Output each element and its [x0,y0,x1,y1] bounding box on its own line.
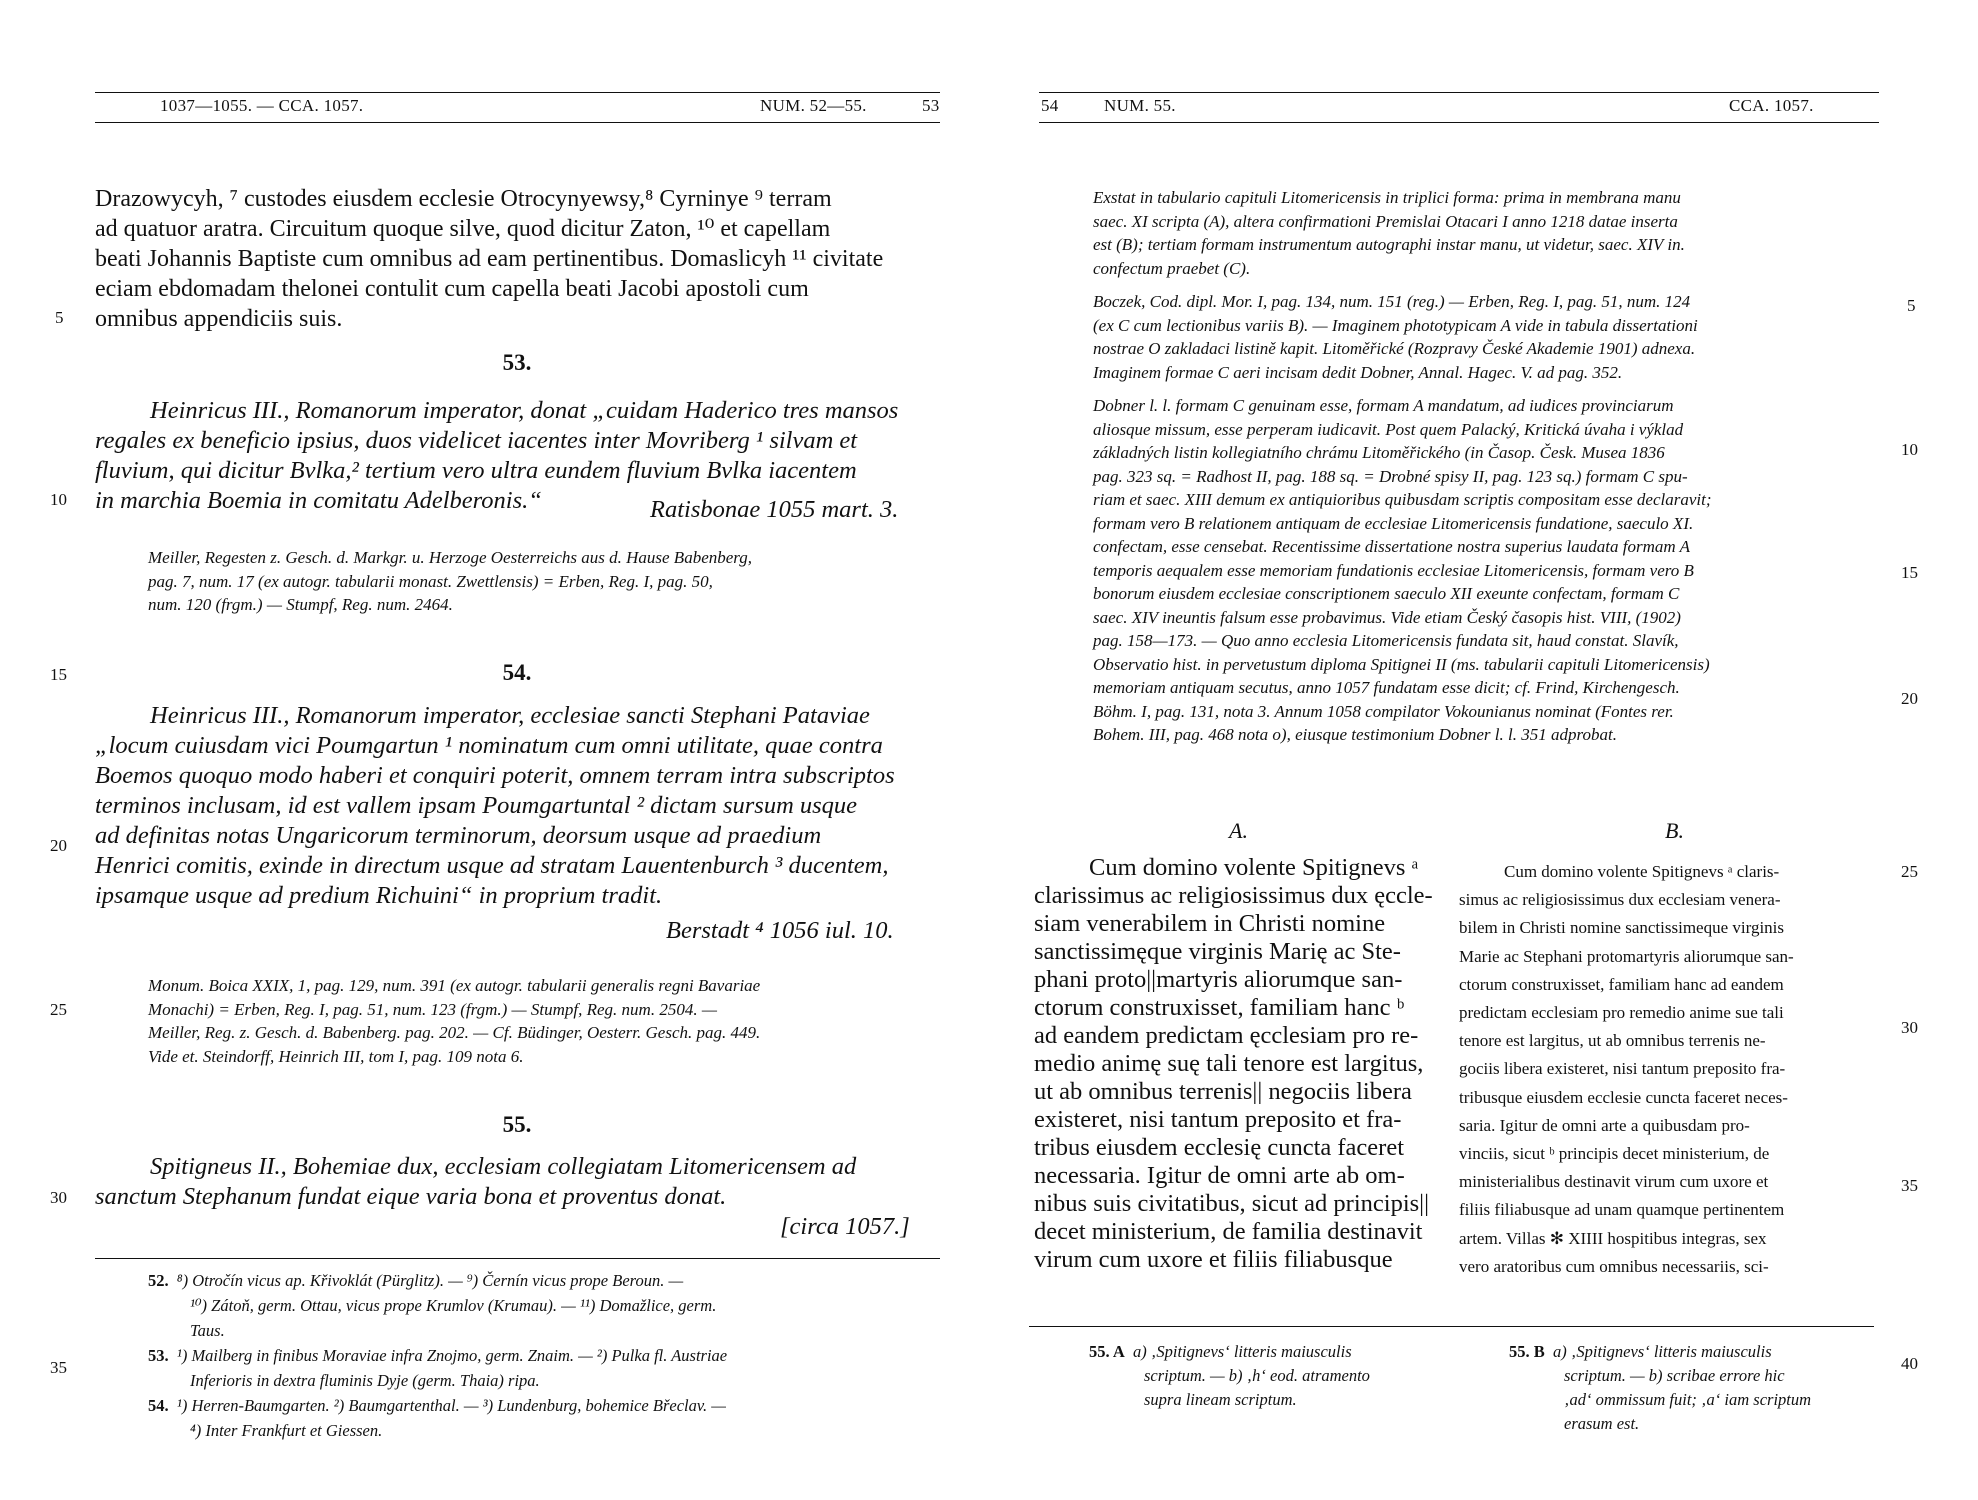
footnote-line: supra lineam scriptum. [1144,1390,1297,1409]
footnote-label: 55. A [1089,1342,1125,1361]
footnote-rule [1029,1326,1874,1327]
page-number: 54 [1041,96,1059,115]
intro-text [95,184,940,334]
note-53 [148,546,940,617]
line-number: 5 [1907,296,1916,315]
header-bottom-rule [1039,122,1879,123]
note-line: Dobner l. l. formam C genuinam esse, formam A mandatum, ad iudices provinciarum [1093,396,1674,415]
note-line: pag. 7, num. 17 (ex autogr. tabularii monast. Zwettlensis) = Erben, Reg. I, pag. 50, [148,571,713,591]
column-a-text [1034,854,1434,1274]
footnote-line: Inferioris in dextra fluminis Dyje (germ. Thaia) ripa. [190,1371,540,1390]
note-line: Böhm. I, pag. 131, nota 3. Annum 1058 compilator Vokounianus nominat (Fontes rer. [1093,701,1674,721]
footnote-line: a) ‚Spitignevs‘ litteris maiusculis [1133,1342,1352,1361]
note-line: Observatio hist. in pervetustum diploma Spitignei II (ms. tabularii capituli Litomericensis) [1093,654,1710,674]
footnote-rule [95,1258,940,1259]
footnote-label: 55. B [1509,1342,1545,1361]
footnote-a [1089,1340,1439,1412]
note-line: Bohem. III, pag. 468 nota o), eiusque testimonium Dobner l. l. 351 adprobat. [1093,725,1617,744]
text-line: gociis libera existeret, nisi tantum preposito fra- [1459,1059,1786,1079]
footnotes [148,1268,948,1443]
footnote-b [1509,1340,1879,1436]
column-a-heading: A. [1229,818,1248,843]
text-line: Heinricus III., Romanorum imperator, donat „cuidam Haderico tres mansos [150,397,899,424]
text-line: Spitigneus II., Bohemiae dux, ecclesiam collegiatam Litomericensem ad [150,1153,857,1180]
note-line: Meiller, Reg. z. Gesch. d. Babenberg. pag. 202. — Cf. Büdinger, Oesterr. Gesch. pag. 449. [148,1023,761,1042]
line-number: 20 [50,836,67,855]
text-line: clarissimus ac religiosissimus dux ęccle- [1034,882,1433,909]
note-line: est (B); tertiam formam instrumentum autographi instar manu, ut videtur, saec. XIV in. [1093,235,1685,254]
text-line: tribusque eiusdem ecclesie cuncta faceret neces- [1459,1087,1788,1107]
line-number: 35 [1901,1176,1918,1195]
text-line: virum cum uxore et filiis filiabusque [1034,1246,1393,1273]
text-line: Boemos quoquo modo haberi et conquiri poterit, omnem terram intra subscriptos [95,762,895,789]
text-line: beati Johannis Baptiste cum omnibus ad eam pertinentibus. Domaslicyh ¹¹ civitate [95,246,884,272]
footnote-block-52 [148,1268,948,1343]
dating-54: Berstadt ⁴ 1056 iul. 10. [666,917,894,944]
note-line: pag. 158—173. — Quo anno ecclesia Litomericensis fundata sit, haud constat. Slavík, [1093,631,1679,650]
note-line: Imaginem formae C aeri incisam dedit Dobner, Annal. Hagec. V. ad pag. 352. [1093,362,1623,382]
regest-54 [95,701,940,911]
note-line: confectum praebet (C). [1093,258,1251,278]
text-line: filiis filiabusque ad unam quamque pertinentem [1459,1200,1785,1220]
text-line: Cum domino volente Spitignevs ᵃ claris- [1504,862,1780,881]
text-line: ad definitas notas Ungaricorum terminorum, deorsum usque ad praedium [95,822,822,849]
text-line: omnibus appendiciis suis. [95,306,343,332]
header-top-rule [1039,92,1879,93]
text-line: tribus eiusdem ecclesię cuncta faceret [1034,1134,1405,1161]
running-header-right: CCA. 1057. [1729,96,1814,115]
note-line: Vide et. Steindorff, Heinrich III, tom I, pag. 109 nota 6. [148,1046,524,1066]
note-line: Meiller, Regesten z. Gesch. d. Markgr. u. Herzoge Oesterreichs aus d. Hause Babenberg, [148,548,753,567]
note-line: num. 120 (frgm.) — Stumpf, Reg. num. 2464. [148,595,453,614]
line-number: 10 [50,490,67,509]
text-line: fluvium, qui dicitur Bvlka,² tertium vero ultra eundem fluvium Bvlka iacentem [95,457,857,484]
text-line: phani proto||martyris aliorumque san- [1034,966,1403,993]
text-line: Marie ac Stephani protomartyris aliorumque san- [1459,946,1794,966]
note-54 [148,974,940,1068]
section-number-54: 54. [502,660,532,685]
text-line: terminos inclusam, id est vallem ipsam Poumgartuntal ² dictam sursum usque [95,792,858,819]
line-number: 20 [1901,689,1918,708]
footnote-line: erasum est. [1564,1414,1640,1433]
section-number-53: 53. [502,350,532,375]
footnote-line: ⁴) Inter Frankfurt et Giessen. [190,1421,383,1440]
note-line: Exstat in tabulario capituli Litomericensis in triplici forma: prima in membrana manu [1093,188,1681,207]
text-line: decet ministerium, de familia destinavit [1034,1218,1423,1245]
note-line: memoriam antiquam secutus, anno 1057 fundatam esse dicit; cf. Frind, Kirchengesch. [1093,678,1680,697]
running-header-num: NUM. 55. [1104,96,1176,115]
text-line: vero aratoribus cum omnibus necessariis, sci- [1459,1256,1769,1276]
footnote-line: scriptum. — b) ‚h‘ eod. atramento [1144,1366,1370,1385]
note-line: Monum. Boica XXIX, 1, pag. 129, num. 391 (ex autogr. tabularii generalis regni Bavariae [148,976,761,995]
text-line: artem. Villas ✻ XIIII hospitibus integras, sex [1459,1228,1767,1248]
text-line: Heinricus III., Romanorum imperator, ecclesiae sancti Stephani Pataviae [150,702,870,729]
text-line: ctorum construxisset, familiam hanc ad eandem [1459,974,1784,994]
running-header-num: NUM. 52—55. [760,96,867,115]
text-line: sanctum Stephanum fundat eique varia bona et proventus donat. [95,1183,727,1210]
line-number: 30 [50,1188,67,1207]
line-number: 5 [55,308,64,327]
line-number: 30 [1901,1018,1918,1037]
line-number: 25 [50,1000,67,1019]
header-bottom-rule [95,122,940,123]
text-line: sanctissimęque virginis Marię ac Ste- [1034,938,1401,965]
line-number: 10 [1901,440,1918,459]
note-line: bonorum eiusdem ecclesiae conscriptionem saeculo XII exeunte confectam, formam C [1093,584,1680,603]
text-line: „locum cuiusdam vici Poumgartun ¹ nominatum cum omni utilitate, quae contra [95,732,883,759]
footnote-line: ¹⁰) Zátoň, germ. Ottau, vicus prope Krumlov (Krumau). — ¹¹) Domažlice, germ. [190,1296,717,1315]
text-line: Drazowycyh, ⁷ custodes eiusdem ecclesie Otrocynyewsy,⁸ Cyrninye ⁹ terram [95,186,832,212]
text-line: Cum domino volente Spitignevs ᵃ [1089,854,1419,881]
text-line: existeret, nisi tantum preposito et fra- [1034,1106,1402,1133]
footnote-label: 53. [148,1346,169,1365]
footnote-line: ¹) Mailberg in finibus Moraviae infra Znojmo, germ. Znaim. — ²) Pulka fl. Austriae [176,1346,728,1365]
text-line: in marchia Boemia in comitatu Adelberonis.“ [95,487,542,514]
line-number: 25 [1901,862,1918,881]
note-line: riam et saec. XIII demum ex antiquioribus quibusdam scriptis compositam esse declaravit; [1093,490,1712,509]
text-line: eciam ebdomadam thelonei contulit cum capella beati Jacobi apostoli cum [95,276,809,302]
note-line: confectam, esse censebat. Recentissime dissertatione nostra superius laudata formam A [1093,537,1690,556]
running-header-left: 1037—1055. — CCA. 1057. [160,96,364,115]
text-line: vinciis, sicut ᵇ principis decet ministerium, de [1459,1144,1770,1164]
note-line: formam vero B relationem antiquam de ecclesiae Litomericensis fundatione, saeculo XI. [1093,513,1694,533]
footnote-line: a) ‚Spitignevs‘ litteris maiusculis [1553,1342,1772,1361]
note-line: nostrae O zakladaci listině kapit. Litoměřické (Rozpravy České Akademie 1901) adnexa. [1093,339,1696,358]
text-line: necessaria. Igitur de omni arte ab om- [1034,1162,1405,1189]
note-line: (ex C cum lectionibus variis B). — Imaginem phototypicam A vide in tabula dissertationi [1093,315,1698,335]
footnote-line: ⁸) Otročín vicus ap. Křivoklát (Pürglitz). — ⁹) Černín vicus prope Beroun. — [176,1271,684,1290]
header-top-rule [95,92,940,93]
text-line: tenore est largitus, ut ab omnibus terrenis ne- [1459,1031,1766,1051]
footnote-line: scriptum. — b) scribae errore hic [1564,1366,1785,1385]
text-line: ad quatuor aratra. Circuitum quoque silve, quod dicitur Zaton, ¹⁰ et capellam [95,216,831,242]
text-line: ipsamque usque ad predium Richuini“ in proprium tradit. [95,882,663,909]
text-line: medio animę suę tali tenore est largitus, [1034,1050,1424,1077]
column-b-heading: B. [1665,818,1684,843]
footnote-block-54 [148,1393,948,1443]
page-number: 53 [922,96,940,115]
footnote-label: 54. [148,1396,169,1415]
note-line: saec. XIV ineuntis falsum esse probavimus. Vide etiam Český časopis hist. VIII, (1902) [1093,607,1681,627]
line-number: 35 [50,1358,67,1377]
line-number: 15 [1901,563,1918,582]
footnote-block-53 [148,1343,948,1393]
text-line: siam venerabilem in Christi nomine [1034,910,1386,937]
text-line: ad eandem predictam ęcclesiam pro re- [1034,1022,1419,1049]
text-line: ministerialibus destinavit virum cum uxore et [1459,1172,1769,1192]
text-line: saria. Igitur de omni arte a quibusdam pro- [1459,1115,1750,1135]
column-b-text [1459,858,1869,1281]
note-line: Boczek, Cod. dipl. Mor. I, pag. 134, num. 151 (reg.) — Erben, Reg. I, pag. 51, num. 124 [1093,292,1691,311]
regest-55 [95,1152,940,1212]
line-number: 15 [50,665,67,684]
text-line: nibus suis civitatibus, sicut ad principis|| [1034,1190,1429,1217]
note-line: Monachi) = Erben, Reg. I, pag. 51, num. 123 (frgm.) — Stumpf, Reg. num. 2504. — [148,999,717,1019]
text-line: bilem in Christi nomine sanctissimeque virginis [1459,918,1785,938]
note-line: aliosque missum, esse perperam iudicavit. Post quem Palacký, Kritická úvaha i výklad [1093,419,1684,439]
line-number: 40 [1901,1354,1918,1373]
note-line: temporis aequalem esse memoriam fundationis ecclesiae Litomericensis, formam vero B [1093,560,1694,580]
note-line: základných listin kollegiatního chrámu Litoměřického (in Časop. Česk. Musea 1836 [1093,443,1665,462]
footnote-line: ‚ad‘ ommissum fuit; ‚a‘ iam scriptum [1564,1390,1812,1409]
text-line: ctorum construxisset, familiam hanc ᵇ [1034,994,1405,1021]
footnote-line: Taus. [190,1321,225,1340]
text-line: simus ac religiosissimus dux ecclesiam venera- [1459,890,1781,910]
edition-note [1093,186,1879,747]
dating-53: Ratisbonae 1055 mart. 3. [650,496,899,523]
dating-55: [circa 1057.] [780,1213,910,1240]
note-line: pag. 323 sq. = Radhost II, pag. 188 sq. = Drobné spisy II, pag. 123 sq.) formam C spu- [1093,466,1688,486]
note-line: saec. XI scripta (A), altera confirmationi Premislai Otacari I anno 1218 datae inserta [1093,211,1678,231]
text-line: predictam ecclesiam pro remedio anime sue tali [1459,1003,1784,1023]
footnote-line: ¹) Herren-Baumgarten. ²) Baumgartenthal. — ³) Lundenburg, bohemice Břeclav. — [176,1396,726,1415]
text-line: regales ex beneficio ipsius, duos videlicet iacentes inter Movriberg ¹ silvam et [95,427,858,454]
footnote-label: 52. [148,1271,169,1290]
text-line: ut ab omnibus terrenis|| negociis libera [1034,1078,1412,1105]
text-line: Henrici comitis, exinde in directum usque ad stratam Lauentenburch ³ ducentem, [95,852,889,879]
section-number-55: 55. [502,1112,532,1137]
right-page [989,0,1978,1500]
